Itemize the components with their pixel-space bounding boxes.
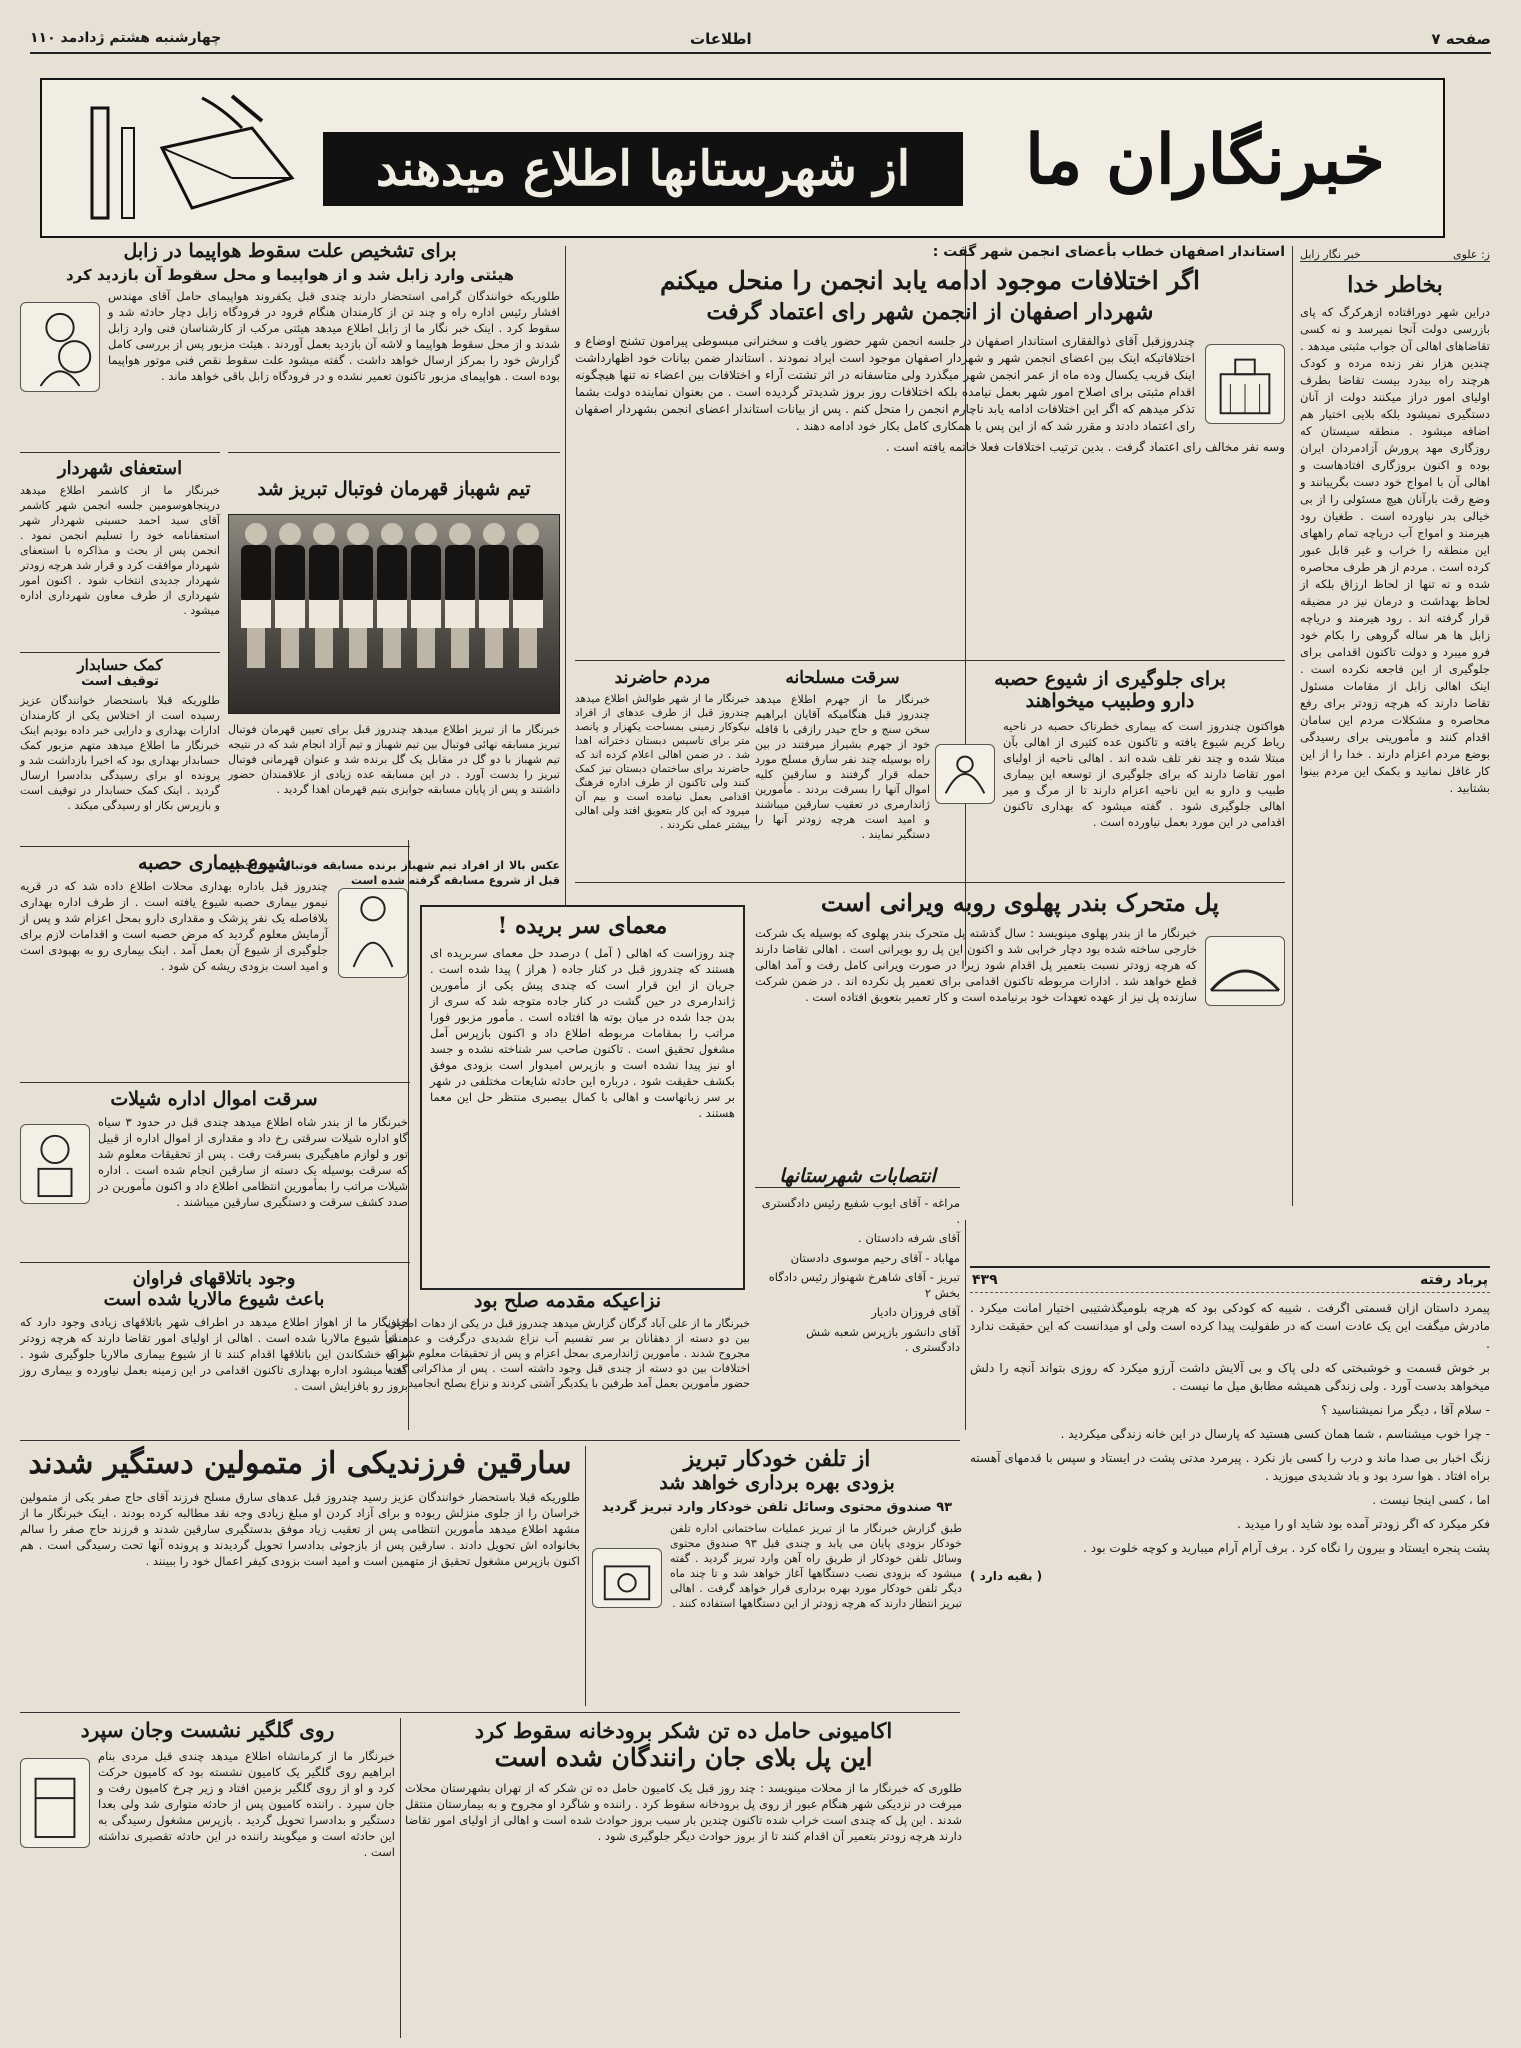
fisheries-article [20,1088,408,1258]
zabol-crash-sketch [20,302,100,392]
armed-theft-body: خبرنگار ما از جهرم اطلاع میدهد چندروز قبل هنگامیکه آقایان ابراهیم سخن سنج و حاج حیدر رازقی با قافله خود از جهرم بشیراز میرفتند در بین راه بوسیله چند نفر سارق مسلح مورد حمله قرار گرفتند و سارقین کلیه اموال آنها را بسرقت بردند . مأمورین ژاندارمری در تعقیب سارقین میباشند و امید است هرچه زودتر آنها را دستگیر نمایند . [755,693,930,841]
story-paragraph: - چرا خوب میشناسم ، شما همان کسی هستید که پارسال در این خانه زندگی میکردید . [1060,1427,1490,1441]
football-photo-caption: عکس بالا از افراد تیم شهباز برنده مسابقه فوتبال چندلحظه قبل از شروع مسابقه گرفته شده است [228,859,560,887]
appointments-article [755,1165,960,1435]
serial-story [970,1266,1490,2036]
truck-headline-1: اکامیونی حامل ده تن شکر برودخانه سقوط کرد [474,1718,893,1743]
drugs-sketch [935,744,995,804]
accountant-subhead: توقیف است [81,674,159,689]
phone-headline-2: بزودی بهره برداری خواهد شد [659,1472,895,1494]
appointment-item: مراغه - آقای ایوب شفیع رئیس دادگستری . [761,1196,960,1226]
appointment-item: آقای دانشور بازپرس شعبه شش دادگستری . [805,1324,960,1354]
mayor-resignation-article [20,458,220,658]
appointment-item: مهاباد - آقای رحیم موسوی دادستان [790,1250,960,1265]
thieves-article [20,1446,580,1706]
isfahan-body: چندروزقبل آقای ذوالفقاری استاندار اصفهان در جلسه انجمن شهر حضور یافت و سخنرانی مبسوطی پیرامون تشنج اوضاع و اختلافاتیکه اینک بین اعضای انجمن شهر و شهردار اصفهان موجود است ایراد نمودند . استاندار ضمن بیانات خود اظهارداشت اینک قریب یکسال وده ماه از عمر انجمن شهر میگذرد ولی متاسفانه در اثر تشتت آراء و اختلافات بین اعضاء نه تنها هیچگونه اقدام مثبتی برای اصلاح امور شهر بعمل نیامده بلکه اختلافات روز بروز شدیدتر گردیده است . من بعنوان نماینده دولت بشما تذکر میدهم که اگر این اختلافات ادامه یابد ناچارم انجمن را منحل کنم . پس از بیانات استاندار اعضای انجمن بشهردار اصفهان رای اعتماد دادند و مقرر شد که از این پس با همکاری کامل بکار خود ادامه دهند . [575,334,1195,433]
riddle-article [420,905,745,1290]
malaria-headline-2: باعث شیوع مالاریا شده است [103,1289,325,1310]
bridge-headline: پل متحرک بندر پهلوی روبه ویرانی است [820,888,1220,917]
isfahan-article [575,244,1285,664]
accountant-body: طلوریکه قبلا باستحضار خوانندگان عزیز رسیده است از اختلاس یکی از کارمندان ادارات بهداری و دارایی خبر داده بودیم اینک خبرنگار ما اطلاع میدهد متهم مزبور کمک حسابدار بهداری بود که اخیرا بازداشت شد و پرونده او برای رسیدگی بدادسرا ارسال گردید . اینک کمک حسابدار در توقیف است و بازپرس بکار او رسیدگی میکند . [20,694,220,812]
byline-right: ز: علوی [1452,248,1490,261]
appointments-title: انتصابات شهرستانها [755,1165,960,1188]
people-present-body: خبرنگار ما از شهر طوالش اطلاع میدهد چندروز قبل از طرف عدهای از افراد نیکوکار زمینی بمساحت یکهزار و پانصد متر برای تاسیس دبستان دخترانه اهدا شد . در ضمن اهالی اعلام کرده اند که حاضرند برای ساختمان دبستان نیز کمک کنند ولی تاکنون از طرف اداره فرهنگ اقدامی بعمل نیامده است و بیم آن میرود که این کار بتعویق افتد ولی اهالی بیشتر عملی نکردند . [575,693,750,831]
fender-sketch [20,1758,90,1848]
zabol-crash-subhead: هیئتی وارد زابل شد و از هواپیما و محل سقوط آن بازدید کرد [65,266,515,284]
zabol-appeal-body: دراین شهر دوراقتاده ازهرکرگ که پای بازرسی دولت آنجا نمیرسد و نه کسی تقاضاهای اهالی آن جواب مثبتی میدهد . چندین هزار نفر زنده مرده و کودک هرچند راه بیدرد بیست تقاضا بطرف اولیای امور دراز میکنند دولت از آنان دستگیری نمیشود بلکه بلایی اختیار هم اضافه میشود . منطقه سیستان که روزگاری مهد پرورش آزادمردان ایران بوده و اکنون بروزگاری افتادهاست و اهالی آن با امواج خود دست بگریبانند و وضع رقت بارآنان هیچ مسئولی را از بی خیالی بدر نیاورده است . طغیان رود هیرمند و امواج آب دریاچه تمام راههای این منطقه را خراب و غیر قابل عبور کرده است . مردم از هر طرف محاصره شده و ته تنها از لحاظ ارزاق بلکه از لحاظ بهداشت و درمان نیز در مضیقه قرار گرفته اند . رود هیرمند و دریاچه زابل ها هر ساله گروهی را بکام خود فرو میبرد و دولت تاکنون اقدامی برای جلوگیری از این فاجعه نکرده است . اینک اهالی زابل از مقامات مسئول تقاضا دارند که هرچه زودتر برای رفع محاصره و مشکلات مردم این سامان اقدام کنند و مأمورینی برای رسیدگی بوضع مردم اعزام دارند . خدا را از این کار غافل نمانید و بکمک این مردم بینوا بشتابید . [1300,305,1490,795]
zabol-appeal-article [1300,248,1490,1208]
appointment-item: آقای فروزان دادیار [871,1305,960,1319]
typhoid-drugs-article [935,668,1285,878]
section-banner [40,78,1445,238]
story-paragraph: بر خوش قسمت و خوشبختی که دلی پاک و بی آلایش داشت آرزو میکرد که روزی بتواند آنچه را دلش میخواهد بدست آورد . ولی زندگی همیشه مطابق میل ما نیست . [970,1361,1490,1393]
accountant-headline: کمک حسابدار [77,656,163,674]
malaria-body: خبرنگار ما از اهواز اطلاع میدهد در اطراف شهر باتلاقهای زیادی وجود دارد که منشأ شیوع مالاریا شده است . اهالی از اولیای امور تقاضا دارند که هرچه زودتر برای خشکاندن این باتلاقها اقدام کنند تا از شیوع بیماری مالاریا جلوگیری شود . گفته میشود اداره بهداری تاکنون اقدامی در این زمینه بعمل نیاورده و بیماری روز بروز رو بافزایش است . [20,1315,408,1393]
phone-headline-1: از تلفن خودکار تبریز [683,1446,871,1472]
fisheries-headline: سرقت اموال اداره شیلات [110,1088,318,1110]
people-present-article-main-block [428,240,558,450]
typhoid-article [20,852,408,1082]
isfahan-kicker: استاندار اصفهان خطاب بأعضای انجمن شهر گفت : [932,244,1285,260]
banner-title-sub: از شهرستانها اطلاع میدهند [323,132,963,206]
drugs-headline-1: برای جلوگیری از شیوع حصبه [994,668,1226,690]
tabriz-phone-article [592,1446,962,1716]
story-title: پرباد رفته [1420,1272,1488,1288]
armed-theft-headline: سرقت مسلحانه [785,668,900,688]
zabol-appeal-headline: بخاطر خدا [1347,272,1443,298]
drugs-body: هواکتون چندروز است که بیماری خطرناک حصبه در ناحیه ریاط کریم شیوع یافته و تاکنون عده کثیری از اهالی بآن مبتلا شده و چند نفر تلف شده اند . اهالی ناحیه از اولیای امور تقاضا دارند که برای جلوگیری از توسعه این بیماری طبیب و دارو به این ناحیه اعزام دارند تا از مرگ و میر اهالی جلوگیری شود . گفته میشود که بهداری تاکنون اقدامی در این مورد بعمل نیاورده است . [1003,719,1285,829]
bridge-sketch [1205,936,1285,1006]
football-team-photo [228,514,560,714]
zabol-crash-headline: برای تشخیص علت سقوط هواپیما در زابل [123,240,457,262]
banner-title-main: خبرنگاران ما [1025,120,1385,200]
story-continued: ( بقیه دارد ) [970,1569,1043,1583]
fender-body: خبرنگار ما از کرمانشاه اطلاع میدهد چندی قبل مردی بنام ابراهیم روی گلگیر یک کامیون نشسته بود که کامیون حرکت کرد و او از روی گلگیر بزمین افتاد و زیر چرخ کامیون رفت و جان سپرد . راننده کامیون پس از حادثه متواری شد ولی بعدا دستگیر و بدادسرا تحویل گردید . بازپرس مشغول رسیدگی به این حادثه است و میگویند راننده در این حادثه تقصیری نداشته است . [98,1749,395,1859]
isfahan-headline-1: اگر اختلافات موجود ادامه یابد انجمن را منحل میکنم [660,266,1200,295]
fender-article [20,1718,395,2038]
typhoid-sketch [338,888,408,978]
page-header [30,28,1491,54]
truck-article [405,1718,962,2038]
phone-body: طبق گزارش خبرنگار ما از تبریز عملیات ساختمانی اداره تلفن خودکار بزودی پایان می یابد و چندی قبل ۹۳ صندوق محتوی وسائل تلفن خودکار از طریق راه آهن وارد تبریز گردید . گفته میشود که بزودی نصب دستگاهها آغاز خواهد شد و تا چند ماه دیگر تلفن خودکار مورد بهره برداری قرار خواهد گرفت . اهالی تبریز انتظار دارند که هرچه زودتر از این دستگاهها استفاده کنند . [670,1522,962,1610]
dispute-body: خبرنگار ما از علی آباد گرگان گزارش میدهد چندروز قبل در یکی از دهات اطراف بین دو دسته از دهقانان بر سر تقسیم آب نزاع شدیدی درگرفت و عده ای مجروح شدند . مأمورین ژاندارمری بمحل اعزام و پس از تحقیقات معلوم شد که اختلافات بین دو دسته از چندی قبل وجود داشته است . پس از مذاکراتی که با حضور مأمورین بعمل آمد طرفین با یکدیگر آشتی کردند و نزاع بصلح انجامید . [385,1317,750,1390]
bridge-body: خبرنگار ما از بندر پهلوی مینویسد : سال گذشته پل متحرک بندر پهلوی که بوسیله یک شرکت خارجی ساخته شده بود دچار خرابی شد و اکنون این پل رو بویرانی است . اهالی تقاضا دارند که هرچه زودتر نسبت بتعمیر پل اقدام شود زیرا در صورت ویرانی کامل رفت و آمد اهالی قطع خواهد شد . ادارات مربوطه تاکنون اقدامی برای تعمیر پل نکرده اند . در ضمن شرکت سازنده پل نیز از عهده تعهدات خود برنیامده است و کار تعمیر بتعویق افتاده است . [755,926,1197,1004]
thieves-headline: سارقین فرزندیکی از متمولین دستگیر شدند [28,1446,572,1481]
thieves-body: طلوریکه قبلا باستحضار خوانندگان عزیز رسید چندروز قبل عدهای سارق مسلح فرزند آقای حاج صفر یکی از متمولین خراسان را از جلوی منزلش ربوده و برای آزاد کردن او مبلغ زیادی وجه نقد مطالبه کرده بودند . اینک خبرنگار ما از مشهد اطلاع میدهد مأمورین انتظامی پس از تعقیب زیاد موفق بدستگیری سارقین شدند و فرزند حاج صفر را سالم بخانواده اش تحویل دادند . سارقین پس از بازجوئی بدادسرا تحویل گردیدند و پرونده آنها تحت رسیدگی است . هم اکنون بازپرس مشغول تحقیق از متهمین است و امید است بزودی کیفر اعمال خود را ببینند . [20,1490,580,1568]
phone-sketch [592,1548,662,1608]
issue-date: چهارشنبه هشتم ژدادمد ۱۱۰ [30,30,222,46]
people-present-article-slot [575,668,750,878]
mailbox-illustration [52,88,322,232]
story-number: ۴۳۹ [972,1272,998,1288]
fender-headline: روی گلگیر نشست وجان سپرد [80,1718,335,1742]
story-paragraph: پیمرد داستان ازان قسمتی اگرفت . شیبه که کودکی بود که هرچه بلومیگذشتیبی اختیار امانت میکرد . مادرش میگفت این یک عادت است که در طفولیت پیدا کرده است ولی او میدانست که این حقیقت ندارد . [970,1301,1490,1351]
malaria-headline-1: وجود باتلاقهای فراوان [132,1268,296,1289]
malaria-article [20,1268,408,1438]
truck-body: طلوری که خبرنگار ما از محلات مینویسد : چند روز قبل یک کامیون حامل ده تن شکر که از تهران بشهرستان محلات میرفت در نزدیکی شهر هنگام عبور از روی پل برودخانه سقوط کرد . راننده و شاگرد او مجروح و به بیمارستان منتقل شدند . این پل که چندی است خراب شده تاکنون چندین بار سبب بروز حوادث شده است و اهالی از اولیای امور تقاضا دارند هرچه زودتر بتعمیر آن اقدام کنند تا از بروز حوادث دیگر جلوگیری شود . [405,1781,962,1843]
accountant-article [20,656,220,856]
isfahan-building-sketch [1205,344,1285,424]
isfahan-footer: وسه نفر مخالف رای اعتماد گرفت . بدین ترتیب اختلافات فعلا خاتمه یافته است . [885,440,1285,454]
typhoid-headline: شیوع بیماری حصبه [137,852,291,874]
people-present-headline: مردم حاضرند [614,668,711,688]
dispute-article [385,1290,750,1430]
truck-headline-2: این پل بلای جان رانندگان شده است [494,1743,873,1772]
drugs-headline-2: دارو وطبیب میخواهند [1025,690,1195,712]
riddle-headline: معمای سر بریده ! [497,913,668,939]
bridge-article [755,888,1285,1168]
story-paragraph: زنگ اخبار بی صدا ماند و درب را کسی باز نکرد . پیرمرد مدتی پشت در ایستاد و سپس با قدمهای آهسته براه افتاد . هوا سرد بود و باد شدیدی میوزید . [970,1451,1490,1483]
football-caption: خبرنگار ما از تبریز اطلاع میدهد چندروز قبل برای تعیین قهرمان فوتبال تبریز مسابقه نهائی فوتبال بین تیم شهباز و تیم آزاد انجام شد که در نتیجه تیم شهباز با دو گل در مقابل یک گل برنده شد و عنوان قهرمانی فوتبال تبریز را بدست آورد . در این مسابقه عده زیادی از علاقمندان حضور داشتند و پس از پایان مسابقه جوایزی بتیم قهرمان اهدا گردید . [228,723,560,796]
story-paragraph: پشت پنجره ایستاد و بیرون را نگاه کرد . برف آرام آرام میبارید و کوچه خلوت بود . [1083,1541,1490,1555]
zabol-crash-body: طلوریکه خوانندگان گرامی استحضار دارند چندی قبل یکفروند هواپیمای حامل آقای مهندس افشار رئیس اداره راه و چند تن از کارمندان هنگام فرود در فرودگاه زابل دچار حادثه شد و سقوط کرد . اینک خبر نگار ما از زابل اطلاع میدهد هیئتی مرکب از کارشناسان فنی وارد زابل شدند و از محل سقوط هواپیما و لاشه آن بازدید بعمل آوردند . هیئت مزبور پس از بررسی کامل گزارش خود را بمرکز ارسال خواهد داشت . گفته میشود علت سقوط نقص فنی موتور هواپیما بوده است . هواپیمای مزبور تاکنون تعمیر نشده و در فرودگاه زابل باقی خواهد ماند . [108,289,560,383]
mayor-headline: استعفای شهردار [57,458,183,479]
isfahan-headline-2: شهردار اصفهان از انجمن شهر رای اعتماد گرفت [706,299,1154,325]
dispute-headline: نزاعیکه مقدمه صلح بود [473,1290,662,1312]
armed-theft-article [755,668,930,878]
appointment-item: آقای شرفه دادستان . [858,1231,960,1245]
page-number: صفحه ۷ [1431,30,1491,48]
byline-left: خبر نگار زابل [1300,248,1361,261]
story-paragraph: - سلام آقا ، دیگر مرا نمیشناسید ؟ [1321,1403,1490,1417]
fisheries-sketch [20,1124,90,1204]
riddle-body: چند روزاست که اهالی ( آمل ) درصدد حل معمای سربریده ای هستند که چندروز قبل در کنار جاده ( هراز ) پیدا شده است . جریان از این قرار است که چندی پیش یکی از مأمورین ژاندارمری در حین گشت در کنار جاده متوجه شد که سری از بدن جدا شده در میان بوته ها افتاده است . مأمور مزبور فورا مراتب را بمقامات مربوطه اطلاع داد و اکنون بازپرس آمل مشغول تحقیق است . تاکنون صاحب سر شناخته نشده و جسد او نیز پیدا نشده است و بازپرس امیدوار است بزودی موفق بکشف حقیقت شود . درباره این حادثه شایعات مختلفی در شهر بر سر زبانهاست و اهالی با کمال بیصبری منتظر حل این معما هستند . [430,946,735,1120]
paper-name: اطلاعات [690,30,752,48]
typhoid-body: چندروز قبل باداره بهداری محلات اطلاع داده شد که در قریه نیمور بیماری حصبه شیوع یافته است . از طرف اداره بهداری بلافاصله یک نفر پزشک و مقداری دارو بمحل اعزام شد و پس از آزمایش معلوم گردید که مرض حصبه است و اقدامات لازم برای جلوگیری از شیوع آن بعمل آمد . اینک بیماری رو به بهبودی است و امید است بزودی ریشه کن شود . [20,879,328,973]
phone-kicker: ۹۳ صندوق محتوی وسائل تلفن خودکار وارد تبریز گردید [601,1500,953,1515]
story-paragraph: اما ، کسی اینجا نیست . [1372,1493,1490,1507]
story-paragraph: فکر میکرد که اگر زودتر آمده بود شاید او را میدید . [1237,1517,1490,1531]
mayor-body: خبرنگار ما از کاشمر اطلاع میدهد درپنجاهوسومین جلسه انجمن شهر کاشمر آقای سید احمد حسینی شهردار شهر استعفانامه خود را تسلیم انجمن نمود . انجمن پس از بحث و مذاکره با استعفای شهردار موافقت کرد و قرار شد هرچه زودتر شهردار جدیدی انتخاب شود . اکنون امور شهرداری از طرف معاون شهرداری اداره میشود . [20,484,220,617]
football-headline: تیم شهباز قهرمان فوتبال تبریز شد [257,478,531,500]
appointment-item: تبریز - آقای شاهرخ شهنواز رئیس دادگاه بخش ۲ [768,1270,960,1300]
fisheries-body: خبرنگار ما از بندر شاه اطلاع میدهد چندی قبل در حدود ۳ سیاه گاو اداره شیلات سرقتی رخ داد و مقداری از اموال اداره از قبیل تور و لوازم ماهیگیری بسرقت رفت . پس از تحقیقات معلوم شد که سرقت بوسیله یک دسته از سارقین انجام شده است . اداره شیلات مراتب را بمأمورین انتظامی اطلاع داد و اکنون مأمورین در صدد کشف سرقت و دستگیری سارقین میباشند . [98,1115,408,1209]
